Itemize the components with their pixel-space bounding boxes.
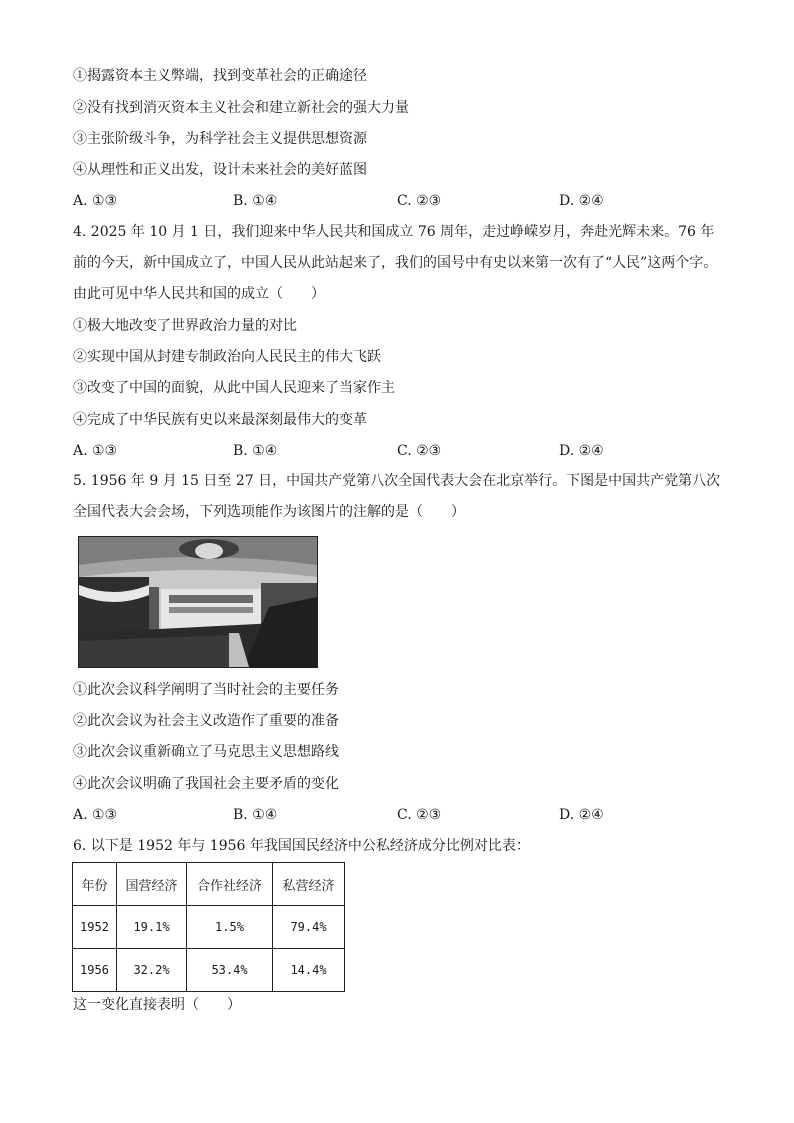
q5-stem: 5. 1956 年 9 月 15 日至 27 日，中国共产党第八次全国代表大会在北京举行。下图是中国共产党第八次全国代表大会会场，下列选项能作为该图片的注解的是（ ） bbox=[73, 473, 721, 520]
table-cell: 1952 bbox=[73, 906, 117, 949]
q3-choice-b[interactable]: B. ①④ bbox=[233, 193, 278, 209]
header-private-economy: 私营经济 bbox=[273, 863, 345, 906]
q5-option-1: ①此次会议科学阐明了当时社会的主要任务 bbox=[73, 682, 339, 698]
q5-option-2: ②此次会议为社会主义改造作了重要的准备 bbox=[73, 713, 339, 729]
q5-option-3: ③此次会议重新确立了马克思主义思想路线 bbox=[73, 744, 339, 760]
header-cooperative-economy: 合作社经济 bbox=[187, 863, 273, 906]
q4-choice-b[interactable]: B. ①④ bbox=[233, 443, 278, 459]
q5-option-4: ④此次会议明确了我国社会主要矛盾的变化 bbox=[73, 776, 339, 792]
q5-answer-choices bbox=[73, 805, 733, 825]
q4-option-2: ②实现中国从封建专制政治向人民民主的伟大飞跃 bbox=[73, 349, 381, 365]
q4-option-1: ①极大地改变了世界政治力量的对比 bbox=[73, 318, 297, 334]
q3-option-3: ③主张阶级斗争，为科学社会主义提供思想资源 bbox=[73, 131, 367, 147]
q3-choice-c[interactable]: C. ②③ bbox=[397, 193, 442, 209]
economy-ratio-table bbox=[72, 862, 345, 992]
q3-option-1: ①揭露资本主义弊端，找到变革社会的正确途径 bbox=[73, 68, 367, 84]
q4-choice-a[interactable]: A. ①③ bbox=[73, 443, 118, 459]
q5-choice-a[interactable]: A. ①③ bbox=[73, 807, 118, 823]
q4-answer-choices bbox=[73, 441, 733, 461]
table-row bbox=[73, 906, 345, 949]
q3-choice-a[interactable]: A. ①③ bbox=[73, 193, 118, 209]
q5-choice-c[interactable]: C. ②③ bbox=[397, 807, 442, 823]
q4-option-3: ③改变了中国的面貌，从此中国人民迎来了当家作主 bbox=[73, 380, 395, 396]
header-year: 年份 bbox=[73, 863, 117, 906]
table-cell: 1956 bbox=[73, 949, 117, 992]
q5-choice-b[interactable]: B. ①④ bbox=[233, 807, 278, 823]
q5-choice-d[interactable]: D. ②④ bbox=[559, 807, 604, 823]
q4-option-4: ④完成了中华民族有史以来最深刻最伟大的变革 bbox=[73, 412, 367, 428]
q3-answer-choices bbox=[73, 191, 733, 211]
q3-option-2: ②没有找到消灭资本主义社会和建立新社会的强大力量 bbox=[73, 100, 409, 116]
q4-choice-d[interactable]: D. ②④ bbox=[559, 443, 604, 459]
table-cell: 53.4% bbox=[187, 949, 273, 992]
table-cell: 14.4% bbox=[273, 949, 345, 992]
header-state-economy: 国营经济 bbox=[117, 863, 187, 906]
table-cell: 32.2% bbox=[117, 949, 187, 992]
q6-stem: 6. 以下是 1952 年与 1956 年我国国民经济中公私经济成分比例对比表： bbox=[73, 838, 530, 854]
table-cell: 79.4% bbox=[273, 906, 345, 949]
table-cell: 19.1% bbox=[117, 906, 187, 949]
congress-hall-photo bbox=[78, 536, 318, 668]
q6-follow-up: 这一变化直接表明（ ） bbox=[73, 997, 241, 1013]
q3-choice-d[interactable]: D. ②④ bbox=[559, 193, 604, 209]
q3-option-4: ④从理性和正义出发，设计未来社会的美好蓝图 bbox=[73, 162, 367, 178]
q4-choice-c[interactable]: C. ②③ bbox=[397, 443, 442, 459]
table-row bbox=[73, 949, 345, 992]
table-header-row bbox=[73, 863, 345, 906]
table-cell: 1.5% bbox=[187, 906, 273, 949]
q4-stem: 4. 2025 年 10 月 1 日，我们迎来中华人民共和国成立 76 周年，走过峥嵘岁月，奔赴光辉未来。76 年前的今天，新中国成立了，中国人民从此站起来了，我们的国号中有史以来第一次有了“人民”这两个字。由此可见中华人民共和国的成立（ ） bbox=[73, 224, 718, 302]
